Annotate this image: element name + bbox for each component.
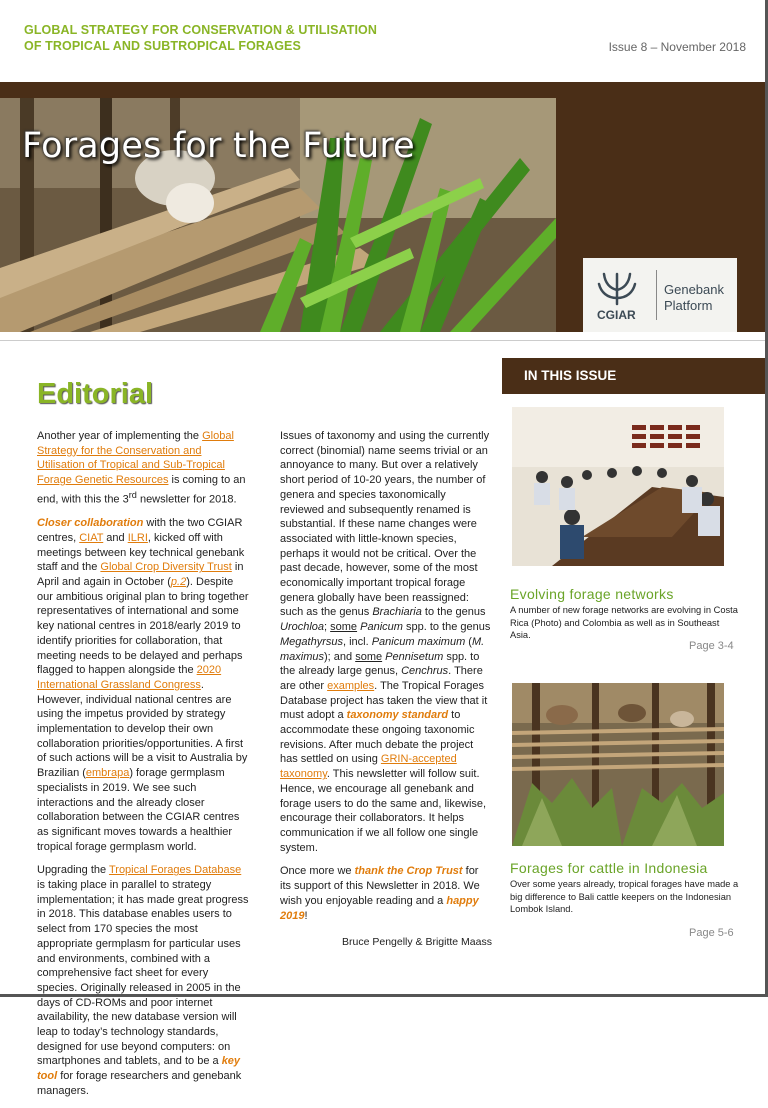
logo-divider — [656, 270, 657, 320]
editorial-paragraph — [37, 516, 249, 854]
tropical-forages-db-link[interactable]: Tropical Forages Database — [108, 864, 242, 877]
ciat-link[interactable]: CIAT — [79, 531, 104, 544]
cgiar-genebank-logo — [583, 258, 737, 332]
text: . There are other — [280, 665, 483, 692]
editorial-column-2 — [280, 429, 492, 932]
in-this-issue-label: IN THIS ISSUE — [524, 368, 617, 383]
crop-trust-link[interactable]: Global Crop Diversity Trust — [100, 561, 232, 574]
text: Brachiaria — [372, 606, 422, 619]
text: M. maximus — [280, 635, 485, 663]
section-divider — [0, 340, 768, 341]
examples-link[interactable]: examples — [327, 679, 375, 692]
text: ). Despite our ambitious original plan to bring together representatives of international and some key national centres in 2018/early 2019 to identify priorities for collaboration, that meeting needs to be delayed and perhaps flagged to happen alongside the — [37, 575, 249, 677]
text: in April and again in October ( — [37, 561, 244, 588]
article-desc-forages-cattle-indonesia: Over some years already, tropical forages have made a big difference to Bali cattle keepers on the Indonesian Lombok Island. — [510, 879, 739, 914]
text: ); and — [324, 650, 356, 663]
text: spp. to the already large genus, — [280, 650, 480, 678]
editorial-paragraph — [280, 864, 492, 923]
header-title-line1: GLOBAL STRATEGY FOR CONSERVATION & UTILISATION — [24, 23, 377, 37]
text: and — [103, 531, 128, 544]
text: with the two CGIAR centres, — [37, 517, 243, 544]
article-title-evolving-forage-networks[interactable]: Evolving forage networks — [510, 586, 674, 602]
article-desc-evolving-forage-networks: A number of new forage networks are evolving in Costa Rica (Photo) and Colombia as well as in Southeast Asia. — [510, 605, 738, 640]
grin-taxonomy-link[interactable]: GRIN-accepted taxonomy — [280, 753, 457, 781]
banner-title: Forages for the Future — [22, 126, 415, 166]
logo-genebank-text — [664, 282, 724, 314]
editorial-paragraph — [280, 429, 492, 855]
text: to the genus — [421, 606, 486, 619]
text: Pennisetum — [382, 650, 444, 663]
text: Megathyrsus — [280, 635, 343, 648]
text: Urochloa — [280, 621, 325, 634]
text: . However, individual national centres are using the impetus provided by strategy implementation to develop their own collaboration priorities/opportunities. A first of such actions will be a visit to Australia by Brazilian ( — [37, 678, 248, 780]
editorial-signature: Bruce Pengelly & Brigitte Maass — [342, 936, 492, 948]
editorial-paragraph — [37, 429, 249, 507]
text: , kicked off with meetings between key technical genebank staff and the — [37, 531, 245, 574]
text: . The Tropical Forages Database project has taken the view that it must adopt a — [280, 679, 488, 722]
embrapa-link[interactable]: embrapa — [85, 767, 130, 780]
highlight-key-tool: key tool — [37, 1055, 241, 1083]
grassland-congress-link[interactable]: 2020 International Grassland Congress — [37, 664, 222, 691]
text: Another year of implementing the — [37, 430, 203, 442]
article-title-forages-cattle-indonesia[interactable]: Forages for cattle in Indonesia — [510, 860, 708, 876]
text: Upgrading the — [37, 864, 109, 877]
text: , incl. — [342, 635, 372, 648]
text: Cenchrus — [401, 665, 449, 678]
text: ! — [304, 909, 308, 922]
logo-cgiar-text: CGIAR — [597, 308, 636, 322]
text: ( — [465, 635, 472, 648]
highlight-happy-2019: happy 2019 — [280, 894, 479, 922]
text: . This newsletter will follow suit. Hence, we encourage all genebank and forage users to do the same and, likewise, encourage their collaborators. It helps communication if we all follow one single system. — [280, 768, 487, 854]
global-strategy-link[interactable]: Global Strategy for the Conservation and Utilisation of Tropical and Sub-Tropical Forage Genetic Resources — [37, 430, 234, 487]
editorial-column-1 — [37, 429, 249, 1108]
page-2-link[interactable]: p.2 — [170, 575, 187, 588]
highlight-taxonomy-standard: taxonomy standard — [346, 709, 449, 722]
text: is taking place in parallel to strategy implementation; it has made great progress in 2018. This database enables users to select from 170 species the most appropriate germplasm for particular uses and environments, combined with a comprehensive fact sheet for every species. Originally released in 2005 in the days of CD-ROMs and poor internet availability, the new database version will leap to today’s technology standards, designed for use beyond computers: on smartphones and tablets, and to be a — [37, 879, 249, 1068]
text: ; — [324, 621, 331, 634]
text: some — [330, 621, 358, 634]
text: for its support of this Newsletter in 2018. We wish you enjoyable reading and a — [280, 865, 480, 907]
text: is coming to an end, with this the 3 — [37, 474, 246, 506]
editorial-heading: Editorial — [37, 378, 154, 410]
text: Once more we — [280, 865, 355, 878]
cattle-photo[interactable] — [512, 683, 724, 846]
text: spp. to the genus — [402, 621, 491, 634]
ilri-link[interactable]: ILRI — [127, 531, 148, 544]
text: to accommodate these ongoing taxonomic revisions. After much debate the project has settled on using — [280, 709, 475, 766]
text: rd — [128, 489, 137, 500]
page-ref-5-6[interactable]: Page 5-6 — [689, 927, 734, 939]
header-title-line2: OF TROPICAL AND SUBTROPICAL FORAGES — [24, 39, 301, 53]
issue-label: Issue 8 – November 2018 — [608, 40, 746, 54]
text: Issues of taxonomy and using the currently correct (binomial) name seems trivial or an annoyance to many. But over a relatively short period of 10-20 years, the number of genera and species taxonomically reviewed and subsequently renamed is substantial. If these name changes were associated with little-known species, perhaps it would not be critical. Over the past decade, however, some of the most economically important tropical forage genera globally have been reassigned: such as the genus — [280, 430, 490, 619]
header-title — [24, 22, 377, 54]
text: newsletter for 2018. — [136, 493, 237, 506]
text: Panicum maximum — [371, 635, 466, 648]
highlight-thank-crop-trust: thank the Crop Trust — [354, 865, 463, 878]
highlight-closer-collaboration: Closer collaboration — [37, 517, 144, 530]
page-ref-3-4[interactable]: Page 3-4 — [689, 640, 734, 652]
editorial-paragraph — [37, 863, 249, 1098]
text: for forage researchers and genebank managers. — [37, 1070, 242, 1097]
text: some — [355, 650, 383, 663]
logo-genebank-line2: Platform — [664, 298, 713, 313]
text: Panicum — [357, 621, 403, 634]
text: ) forage germplasm specialists in 2019. We see such interactions and the already closer collaboration between the CGIAR centres as significant moves towards a healthier tropical forage germplasm world. — [37, 767, 240, 853]
in-this-issue-heading — [502, 358, 768, 394]
cgiar-leaf-icon — [597, 268, 637, 306]
logo-genebank-line1: Genebank — [664, 282, 724, 297]
banner-top-bar — [0, 82, 768, 98]
meeting-photo[interactable] — [512, 407, 724, 566]
